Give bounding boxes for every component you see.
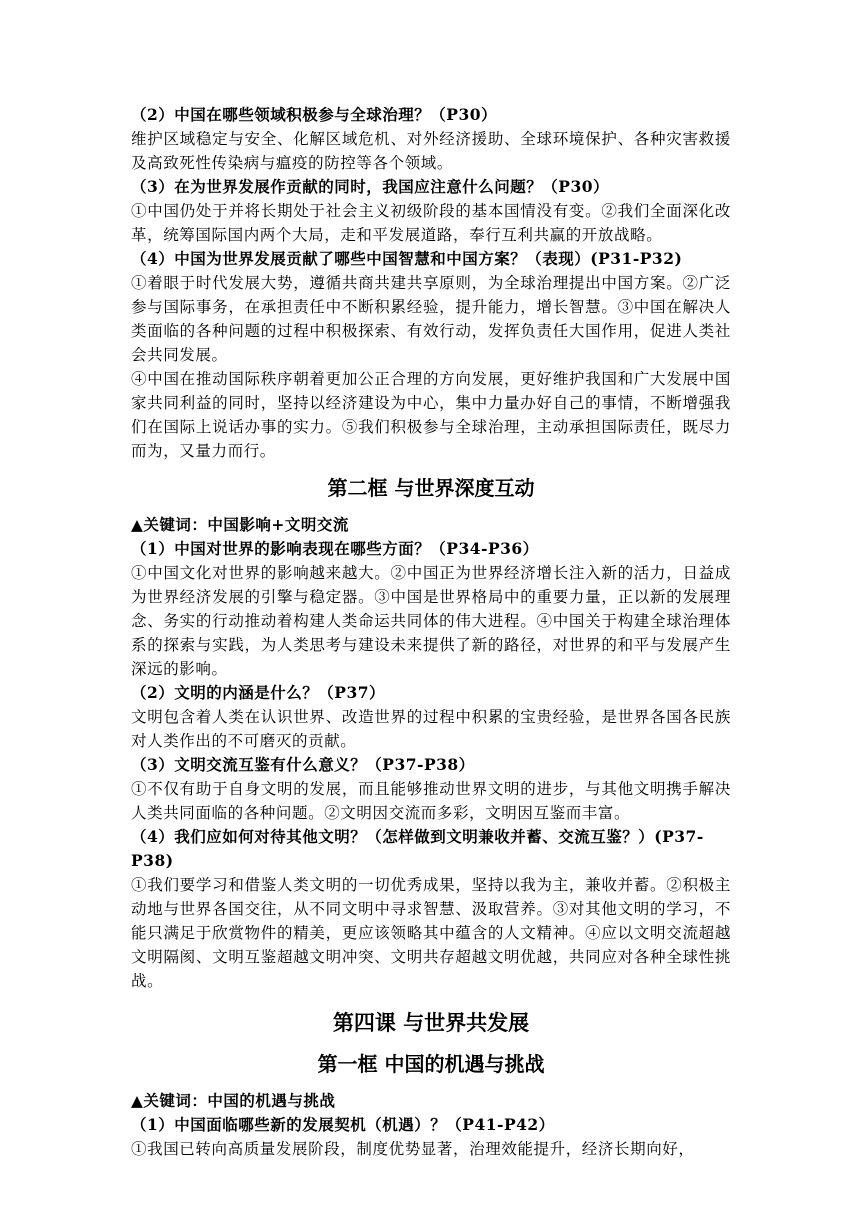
answer-paragraph: ①中国文化对世界的影响越来越大。②中国正为世界经济增长注入新的活力，日益成为世界经济发展的引擎与稳定器。③中国是世界格局中的重要力量，正以新的发展理念、务实的行动推动着构建人类命运共同体的伟大进程。④中国关于构建全球治理体系的探索与实践，为人类思考与建设未来提供了新的路径，对世界的和平与发展产生深远的影响。 [131,564,731,678]
question-heading: （1）中国对世界的影响表现在哪些方面？（P34-P36） [131,539,539,558]
answer-paragraph: ①着眼于时代发展大势，遵循共商共建共享原则，为全球治理提出中国方案。②广泛参与国际事务，在承担责任中不断积累经验，提升能力，增长智慧。③中国在解决人类面临的各种问题的过程中积极探索、有效行动，发挥负责任大国作用，促进人类社会共同发展。 [131,274,731,364]
question-heading: （2）文明的内涵是什么？（P37） [131,683,386,702]
answer-paragraph: ①我国已转向高质量发展阶段，制度优势显著，治理效能提升，经济长期向好， [131,1140,695,1158]
document-page [131,103,731,1161]
answer-paragraph: ①我们要学习和借鉴人类文明的一切优秀成果，坚持以我为主，兼收并蓄。②积极主动地与世界各国交往，从不同文明中寻求智慧、汲取营养。③对其他文明的学习，不能只满足于欣赏物件的精美，更应该领略其中蕴含的人文精神。④应以文明交流超越文明隔阂、文明互鉴超越文明冲突、文明共存超越文明优越，共同应对各种全球性挑战。 [131,876,731,990]
keyword-line: ▲关键词：中国的机遇与挑战 [131,1091,336,1110]
section-title: 第一框 中国的机遇与挑战 [317,1052,545,1076]
question-heading: （4）中国为世界发展贡献了哪些中国智慧和中国方案？（表现）(P31-P32) [131,249,683,268]
lesson-title: 第四课 与世界共发展 [332,1011,530,1035]
question-heading: （1）中国面临哪些新的发展契机（机遇）？（P41-P42） [131,1115,555,1134]
question-heading: （2）中国在哪些领域积极参与全球治理？（P30） [131,105,498,124]
answer-paragraph: 维护区域稳定与安全、化解区域危机、对外经济援助、全球环境保护、各种灾害救援及高致死性传染病与瘟疫的防控等各个领域。 [131,130,731,172]
answer-paragraph: ①中国仍处于并将长期处于社会主义初级阶段的基本国情没有变。②我们全面深化改革，统筹国际国内两个大局，走和平发展道路，奉行互利共赢的开放战略。 [131,202,731,244]
answer-paragraph: ④中国在推动国际秩序朝着更加公正合理的方向发展，更好维护我国和广大发展中国家共同利益的同时，坚持以经济建设为中心，集中力量办好自己的事情，不断增强我们在国际上说话办事的实力。⑤我们积极参与全球治理，主动承担国际责任，既尽力而为，又量力而行。 [131,370,731,460]
answer-paragraph: 文明包含着人类在认识世界、改造世界的过程中积累的宝贵经验，是世界各国各民族对人类作出的不可磨灭的贡献。 [131,708,731,750]
question-heading: （3）文明交流互鉴有什么意义？（P37-P38） [131,755,475,774]
question-heading: （3）在为世界发展作贡献的同时，我国应注意什么问题？（P30） [131,177,610,196]
answer-paragraph: ①不仅有助于自身文明的发展，而且能够推动世界文明的进步，与其他文明携手解决人类共同面临的各种问题。②文明因交流而多彩，文明因互鉴而丰富。 [131,780,731,822]
section-title: 第二框 与世界深度互动 [327,476,535,500]
keyword-line: ▲关键词：中国影响+文明交流 [131,515,349,534]
question-heading: （4）我们应如何对待其他文明？（怎样做到文明兼收并蓄、交流互鉴？）(P37-P38) [131,827,704,870]
